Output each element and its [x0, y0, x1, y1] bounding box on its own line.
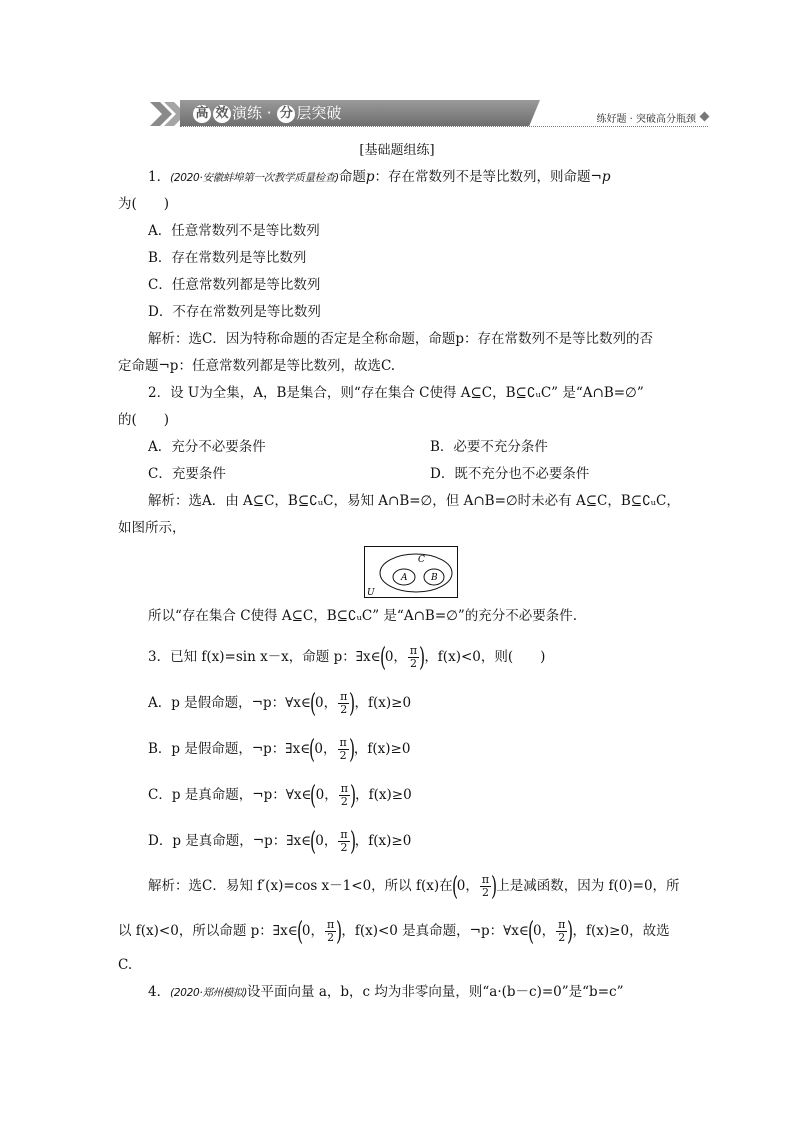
q2-option-c: C．充要条件: [148, 466, 226, 482]
q1-option-b: B．存在常数列是等比数列: [148, 250, 307, 266]
q2-option-d: D．既不充分也不必要条件: [430, 466, 590, 482]
q1-analysis-line2: 定命题¬p：任意常数列都是等比数列，故选C.: [118, 358, 396, 374]
q2-analysis-line1: 解析：选A．由 A⊆C，B⊆∁ᵤC，易知 A∩B=∅，但 A∩B=∅时未必有 A⊆C，B⊆∁ᵤC，: [148, 493, 680, 509]
header-slogan: 练好题 · 突破高分瓶颈: [596, 114, 696, 125]
q2-stem-cont: 的( ): [118, 412, 170, 428]
q3-option-b: B．p 是假命题，¬p：∃x∈(0， $\frac{\pi}{2}$ )，f(x)≥0: [148, 734, 411, 765]
q1-option-d: D．不存在常数列是等比数列: [148, 304, 321, 320]
q1-stem: 1．(2020·安徽蚌埠第一次教学质量检查)命题p：存在常数列不是等比数列，则命题¬p: [148, 169, 611, 185]
interval-0-pi-half: (0， $\frac{\pi}{2}$ ): [379, 642, 426, 673]
header-rule: [180, 126, 708, 127]
venn-label-c: C: [418, 555, 425, 565]
q3-stem: 3．已知 f(x)=sin x－x，命题 p：∃x∈(0， $\frac{\pi}{2}$ )，f(x)<0，则( ): [148, 642, 546, 673]
venn-diagram: [364, 546, 458, 598]
q3-option-c: C．p 是真命题，¬p：∀x∈(0， $\frac{\pi}{2}$ )，f(x)≥0: [148, 780, 412, 811]
venn-label-b: B: [431, 573, 438, 583]
q3-analysis-line3: C.: [118, 957, 133, 973]
q3-option-a: A．p 是假命题，¬p：∀x∈(0， $\frac{\pi}{2}$ )，f(x)≥0: [148, 688, 412, 719]
q2-stem: 2．设 U为全集，A，B是集合，则“存在集合 C使得 A⊆C，B⊆∁ᵤC” 是“A∩B=∅”: [148, 385, 644, 401]
venn-label-a: A: [401, 573, 408, 583]
diamond-icon: [700, 112, 710, 122]
q2-option-a: A．充分不必要条件: [148, 439, 266, 455]
section-title: [基础题组练]: [359, 143, 435, 158]
venn-label-u: U: [367, 588, 375, 598]
q4-stem: 4．(2020·郑州模拟)设平面向量 a，b，c 均为非零向量，则“a·(b－c)=0”是“b=c”: [148, 984, 624, 1000]
q3-analysis-line1: 解析：选C．易知 f′(x)=cos x－1<0，所以 f(x)在(0， $\frac{\pi}{2}$ )上是减函数，因为 f(0)=0，所: [148, 871, 680, 902]
q2-option-b: B．必要不充分条件: [430, 439, 548, 455]
q1-option-c: C．任意常数列都是等比数列: [148, 277, 321, 293]
q1-stem-cont: 为( ): [118, 196, 170, 212]
q1-option-a: A．任意常数列不是等比数列: [148, 223, 320, 239]
header-title: 高 效 演练 · 分 层突破: [192, 101, 341, 125]
q3-option-d: D．p 是真命题，¬p：∃x∈(0， $\frac{\pi}{2}$ )，f(x)≥0: [148, 826, 412, 857]
q1-analysis-line1: 解析：选C．因为特称命题的否定是全称命题，命题p：存在常数列不是等比数列的否: [148, 331, 653, 347]
page-header: [150, 100, 708, 128]
q2-analysis-line2: 如图所示，: [118, 520, 186, 536]
q3-analysis-line2: 以 f(x)<0，所以命题 p：∃x∈(0， $\frac{\pi}{2}$ )，f(x)<0 是真命题，¬p：∀x∈(0， $\frac{\pi}{2}$ )，f(x)≥0，故选: [118, 916, 670, 947]
q2-conclusion: 所以“存在集合 C使得 A⊆C，B⊆∁ᵤC” 是“A∩B=∅”的充分不必要条件.: [148, 608, 578, 624]
